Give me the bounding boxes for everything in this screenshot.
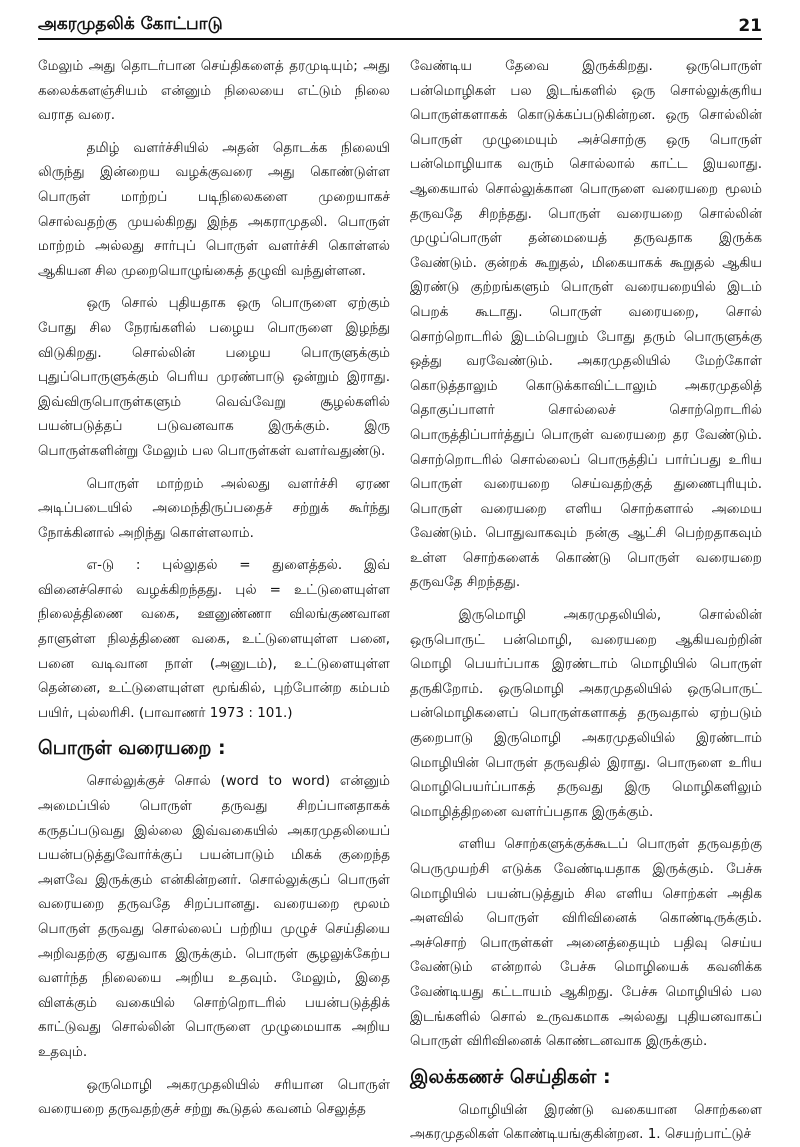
paragraph: மேலும் அது தொடர்பான செய்திகளைத் தரமுடியும்; அது கலைக்களஞ்சியம் என்னும் நிலையை எட்டும் நிலை வராத வரை. <box>38 58 390 124</box>
paragraph: பொருள் மாற்றம் அல்லது வளர்ச்சி ஏரண அடிப்படையில் அமைந்திருப்பதைச் சற்றுக் கூர்ந்து நோக்கினால் அறிந்து கொள்ளலாம். <box>38 475 390 541</box>
section-heading: பொருள் வரையறை : <box>38 737 226 760</box>
section-heading: இலக்கணச் செய்திகள் : <box>410 1065 611 1088</box>
paragraph: ஒரு சொல் புதியதாக ஒரு பொருளை ஏற்கும் போது சில நேரங்களில் பழைய பொருளை இழந்து விடுகிறது. சொல்லின் பழைய பொருளுக்கும் புதுப்பொருளுக்கும் பெரிய முரண்பாடு ஒன்றும் இராது. இவ்விருபொருள்களும் வெவ்வேறு சூழல்களில் பயன்படுத்தப் படுவனவாக இருக்கும். இரு பொருள்களின்று மேலும் பல பொருள்கள் வளர்வதுண்டு. <box>38 295 390 459</box>
page-header <box>38 10 762 36</box>
right-column <box>410 54 762 1143</box>
paragraph: மொழியின் இரண்டு வகையான சொற்களை அகரமுதலிகள் கொண்டியங்குகின்றன. 1. செயற்பாட்டுச் <box>410 1101 762 1143</box>
paragraph: ஒருமொழி அகரமுதலியில் சரியான பொருள் வரையறை தருவதற்குச் சற்று கூடுதல் கவனம் செலுத்த <box>38 1076 390 1118</box>
paragraph: இருமொழி அகரமுதலியில், சொல்லின் ஒருபொருட் பன்மொழி, வரையறை ஆகியவற்றின் மொழி பெயர்ப்பாக இரண்டாம் மொழியில் பொருள் தருகிறோம். ஒருமொழி அகரமுதலியில் ஒருபொருட் பன்மொழிகளைப் பொருள்களாகத் தருவதால் ஏற்படும் குறைபாடு இருமொழி அகரமுதலியில் இரண்டாம் மொழியின் பொருள் தருவதில் இராது. பொருளை உரிய மொழிபெயர்ப்பாகத் தருவது இரு மொழிகளிலும் மொழித்திறனை வளர்ப்பதாக இருக்கும். <box>410 607 762 820</box>
paragraph: எ-டு : புல்லுதல் = துளைத்தல். இவ் வினைச்சொல் வழக்கிறந்தது. புல் = உட்டுளையுள்ள நிலைத்திணை வகை, ஊனுண்ணா விலங்குணவான தாளுள்ள நிலத்திணை வகை, உட்டுளையுள்ள பனை, பனை வடிவான நாள் (அனுடம்), உட்டுளையுள்ள தென்னை, உட்டுளையுள்ள மூங்கில், புற்போன்ற கம்பம் பயிர், புல்லரிசி. (பாவாணர் 1973 : 101.) <box>38 557 390 721</box>
paragraph: சொல்லுக்குச் சொல் (word to word) என்னும் அமைப்பில் பொருள் தருவது சிறப்பானதாகக் கருதப்படுவது இல்லை இவ்வகையில் அகரமுதலியைப் பயன்படுத்துவோர்க்குப் பயன்பாடும் மிகக் குறைந்த அளவே இருக்கும் என்கின்றனர். சொல்லுக்குப் பொருள் வரையறை தருவதே சிறப்பானது. வரையறை மூலம் பொருள் தருவது சொல்லைப் பற்றிய முழுச் செய்தியை அறிவதற்கு ஏதுவாக இருக்கும். பொருள் சூழலுக்கேற்ப வளர்ந்த நிலையை அறிய உதவும். மேலும், இதை விளக்கும் வகையில் சொற்றொடரில் பயன்படுத்திக் காட்டுவது சொல்லின் பொருளை முழுமையாக அறிய உதவும். <box>38 773 390 1060</box>
paragraph: வேண்டிய தேவை இருக்கிறது. ஒருபொருள் பன்மொழிகள் பல இடங்களில் ஒரு சொல்லுக்குரிய பொருள்களாகக் கொடுக்கப்படுகின்றன. ஒரு சொல்லின் பொருள் முழுமையும் அச்சொற்கு ஒரு பொருள் பன்மொழியாக வரும் சொல்லால் காட்ட இயலாது. ஆகையால் சொல்லுக்கான பொருளை வரையறை மூலம் தருவதே சிறந்தது. பொருள் வரையறை சொல்லின் முழுப்பொருள் தன்மையைத் தருவதாக இருக்க வேண்டும். குன்றக் கூறுதல், மிகையாகக் கூறுதல் ஆகிய இரண்டு குற்றங்களும் பொருள் வரையறையில் இடம் பெறக் கூடாது. பொருள் வரையறை, சொல் சொற்றொடரில் இடம்பெறும் போது தரும் பொருளுக்கு ஒத்து வரவேண்டும். அகரமுதலியில் மேற்கோள் கொடுத்தாலும் கொடுக்காவிட்டாலும் அகரமுதலித் தொகுப்பாளர் சொல்லைச் சொற்றொடரில் பொருத்திப்பார்த்துப் பொருள் வரையறை தர வேண்டும். சொற்றொடரில் சொல்லைப் பொருத்திப் பார்ப்பது உரிய பொருள் வரையறை செய்வதற்குத் துணைபுரியும். பொருள் வரையறை எளிய சொற்களால் அமைய வேண்டும். பொதுவாகவும் நன்கு ஆட்சி பெற்றதாகவும் உள்ள சொற்களைக் கொண்டு பொருள் வரையறை தருவதே சிறந்தது. <box>410 58 762 591</box>
paragraph: தமிழ் வளர்ச்சியில் அதன் தொடக்க நிலையி லிருந்து இன்றைய வழக்குவரை அது கொண்டுள்ள பொருள் மாற்றப் படிநிலைகளை முறையாகச் சொல்வதற்கு முயல்கிறது இந்த அகராமுதலி. பொருள் மாற்றம் அல்லது சார்புப் பொருள் வளர்ச்சி கொள்ளல் ஆகியன சில முறையொழுங்கைத் தழுவி வந்துள்ளன. <box>38 139 390 279</box>
page-number: 21 <box>738 16 762 36</box>
paragraph: எளிய சொற்களுக்குக்கூடப் பொருள் தருவதற்கு பெருமுயற்சி எடுக்க வேண்டியதாக இருக்கும். பேச்சு மொழியில் பயன்படுத்தும் சில எளிய சொற்கள் அதிக அளவில் பொருள் விரிவினைக் கொண்டிருக்கும். அச்சொற் பொருள்கள் அனைத்தையும் பதிவு செய்ய வேண்டும் என்றால் பேச்சு மொழியைக் கவனிக்க வேண்டியது கட்டாயம் ஆகிறது. பேச்சு மொழியில் பல இடங்களில் சொல் உருவகமாக அல்லது புதியனவாகப் பொருள் விரிவினைக் கொண்டனவாக இருக்கும். <box>410 836 762 1050</box>
left-column <box>38 54 390 1118</box>
running-title: அகரமுதலிக் கோட்பாடு <box>38 14 223 34</box>
header-rule <box>38 38 762 40</box>
